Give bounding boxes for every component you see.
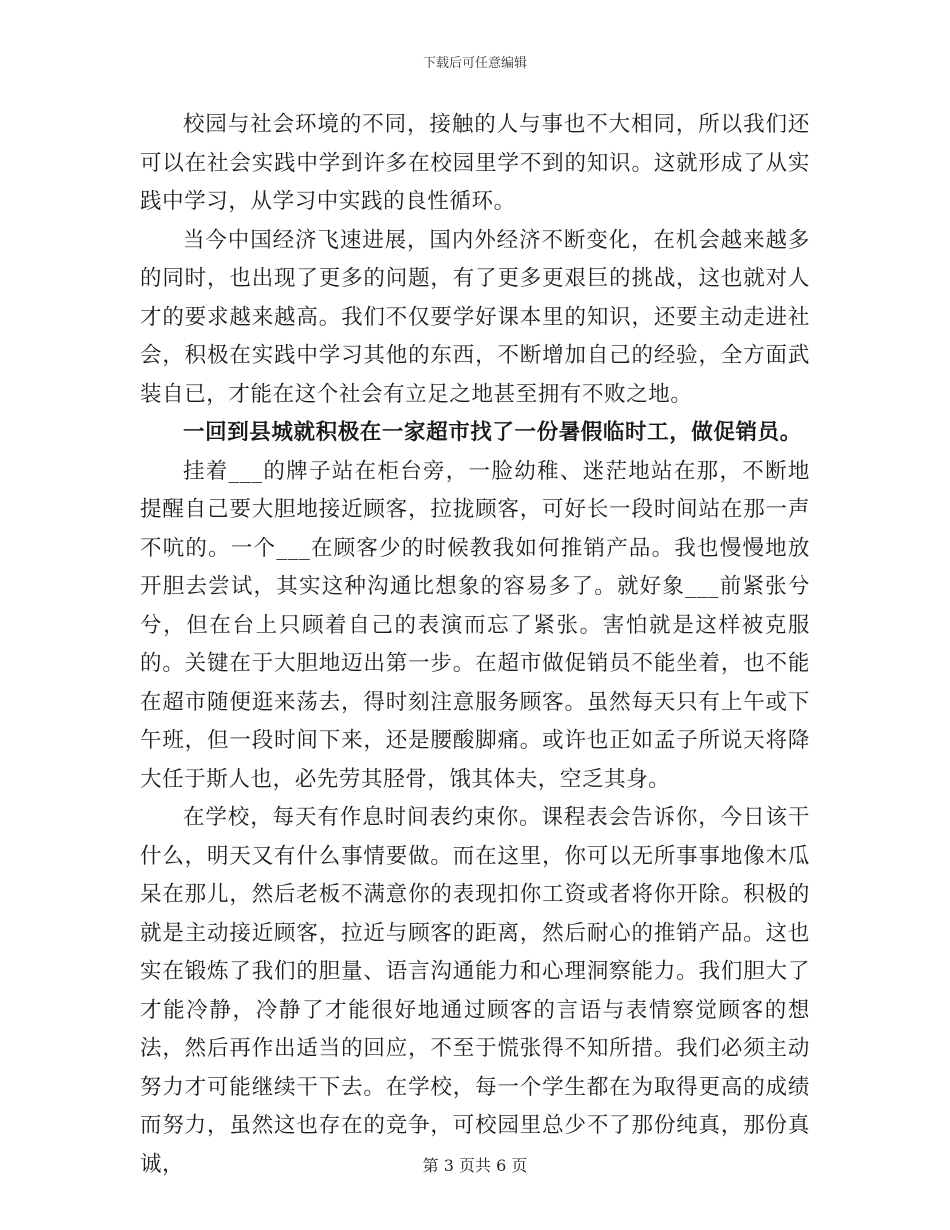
paragraph-2: 当今中国经济飞速进展，国内外经济不断变化，在机会越来越多的同时，也出现了更多的问题，有了更多更艰巨的挑战，这也就对人才的要求越来越高。我们不仅要学好课本里的知识，还要主动走进社会，积极在实践中学习其他的东西，不断增加自己的经验，全方面武装自已，才能在这个社会有立足之地甚至拥有不败之地。 xyxy=(140,227,810,407)
paragraph-1: 校园与社会环境的不同，接触的人与事也不大相同，所以我们还可以在社会实践中学到许多在校园里学不到的知识。这就形成了从实践中学习，从学习中实践的良性循环。 xyxy=(140,112,810,214)
document-body xyxy=(140,106,810,1184)
paragraph-3-bold: 一回到县城就积极在一家超市找了一份暑假临时工，做促销员。 xyxy=(183,420,802,445)
page-number: 第 3 页共 6 页 xyxy=(422,1156,528,1175)
paragraph-5: 在学校，每天有作息时间表约束你。课程表会告诉你，今日该干什么，明天又有什么事情要做。而在这里，你可以无所事事地像木瓜呆在那儿，然后老板不满意你的表现扣你工资或者将你开除。积极的就是主动接近顾客，拉近与顾客的距离，然后耐心的推销产品。这也实在锻炼了我们的胆量、语言沟通能力和心理洞察能力。我们胆大了才能冷静，冷静了才能很好地通过顾客的言语与表情察觉顾客的想法，然后再作出适当的回应，不至于慌张得不知所措。我们必须主动努力才可能继续干下去。在学校，每一个学生都在为取得更高的成绩而努力，虽然这也存在的竞争，可校园里总少不了那份纯真，那份真诚， xyxy=(140,805,810,1177)
paragraph-4: 挂着___的牌子站在柜台旁，一脸幼稚、迷茫地站在那，不断地提醒自己要大胆地接近顾客，拉拢顾客，可好长一段时间站在那一声不吭的。一个___在顾客少的时候教我如何推销产品。我也慢慢地放开胆去尝试，其实这种沟通比想象的容易多了。就好象___前紧张兮兮，但在台上只顾着自己的表演而忘了紧张。害怕就是这样被克服的。关键在于大胆地迈出第一步。在超市做促销员不能坐着，也不能在超市随便逛来荡去，得时刻注意服务顾客。虽然每天只有上午或下午班，但一段时间下来，还是腰酸脚痛。或许也正如孟子所说天将降大任于斯人也，必先劳其胫骨，饿其体夫，空乏其身。 xyxy=(140,458,810,792)
page-header: 下载后可任意编辑 xyxy=(422,56,527,71)
